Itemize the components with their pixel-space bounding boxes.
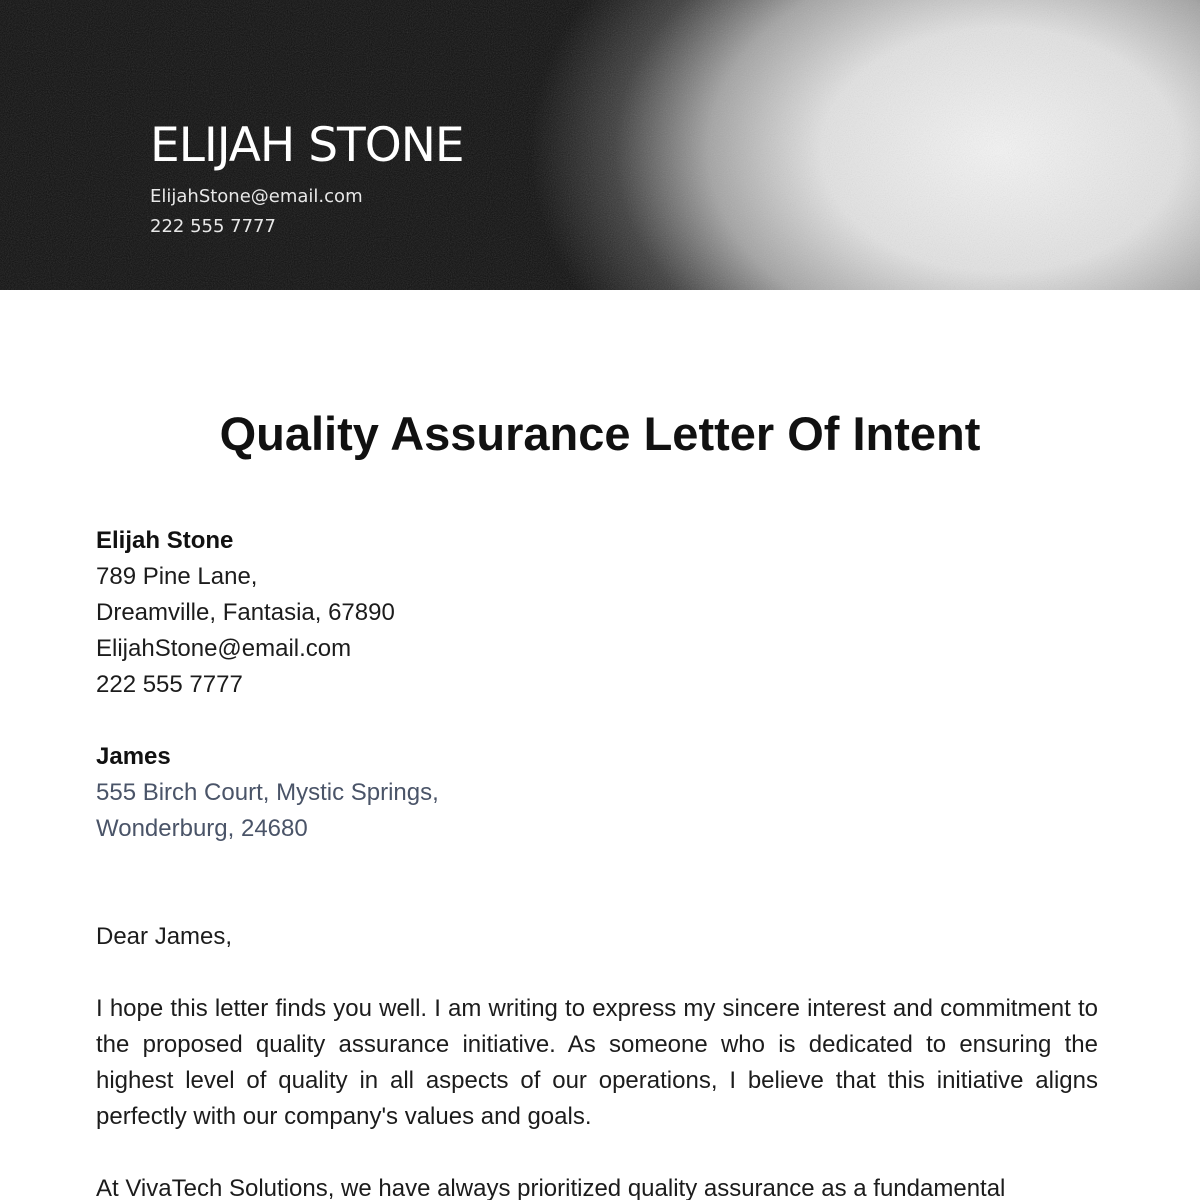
greeting: Dear James, [96,923,233,950]
header-phone: 222 555 7777 [150,216,276,237]
header-banner [0,0,1200,290]
header-name: ELIJAH STONE [150,118,464,173]
recipient-block [96,739,439,847]
sender-address-line2: Dreamville, Fantasia, 67890 [96,599,395,626]
sender-address-line1: 789 Pine Lane, [96,563,258,590]
recipient-name: James [96,743,171,770]
document-title: Quality Assurance Letter Of Intent [219,407,981,460]
recipient-address-line2: Wonderburg, 24680 [96,815,308,842]
body-paragraph-2: At VivaTech Solutions, we have always prioritized quality assurance as a fundamental [96,1175,1006,1200]
header-contact [150,182,464,242]
sender-phone: 222 555 7777 [96,671,243,698]
header-text [150,118,464,242]
sender-name: Elijah Stone [96,527,234,554]
recipient-address-line1: 555 Birch Court, Mystic Springs, [96,779,439,806]
sender-block [96,523,395,703]
header-email[interactable]: ElijahStone@email.com [150,186,363,207]
sender-email[interactable]: ElijahStone@email.com [96,635,352,662]
body-paragraph-1: I hope this letter finds you well. I am writing to express my sincere interest and commitment to the proposed quality assurance initiative. As someone who is dedicated to ensuring the highest level of quality in all aspects of our operations, I believe that this initiative aligns perfectly with our company's values and goals. [96,995,1098,1130]
